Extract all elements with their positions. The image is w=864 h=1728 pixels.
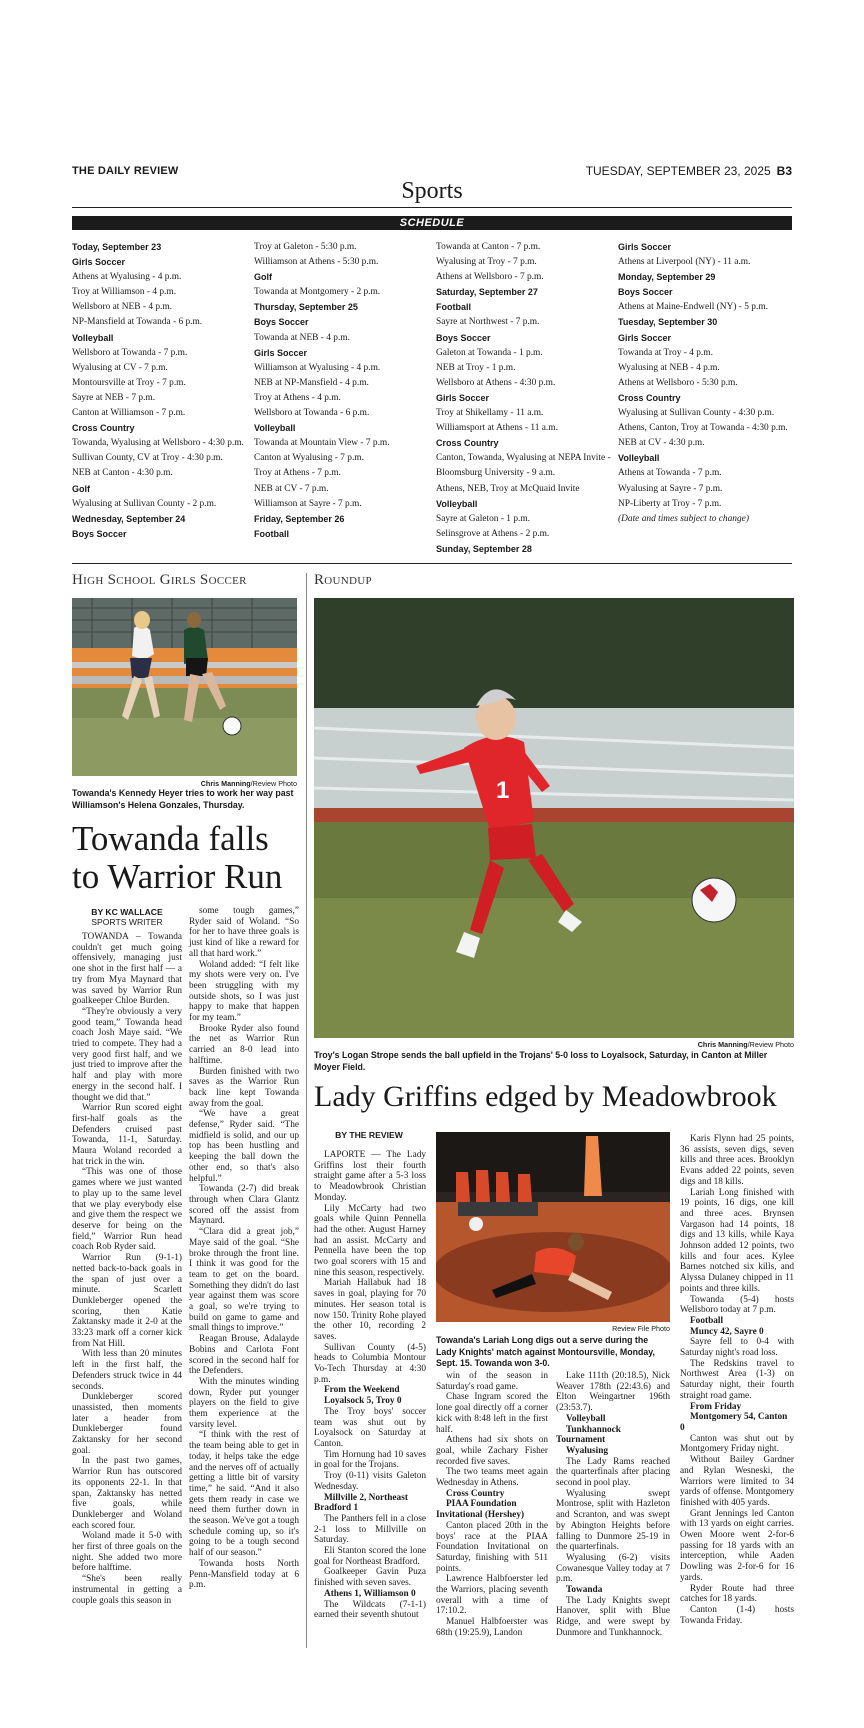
schedule-entry: Sayre at Northwest - 7 p.m. xyxy=(436,317,540,328)
jersey-number: 1 xyxy=(496,777,510,804)
schedule-entry: NEB at CV - 4:30 p.m. xyxy=(618,438,705,449)
paragraph: Burden finished with two saves as the Warrior Run back line kept Towanda away from the goal. xyxy=(189,1066,299,1109)
schedule-entry: Towanda at Canton - 7 p.m. xyxy=(436,242,541,252)
paragraph: Athens 1, Williamson 0 xyxy=(324,1588,416,1599)
headline: Towanda falls to Warrior Run xyxy=(72,819,283,896)
schedule-entry: Troy at Athens - 4 p.m. xyxy=(254,392,341,403)
schedule-column xyxy=(618,240,794,527)
date-line xyxy=(586,164,792,178)
main-photo xyxy=(314,598,794,1038)
paragraph: Towanda (5-4) hosts Wellsboro today at 7 p.m. xyxy=(680,1294,794,1316)
paragraph: Canton placed 20th in the boys' race at the PIAA Foundation Invitational on Saturday, finishing with 511 points. xyxy=(436,1520,548,1574)
schedule-entry: Athens at Towanda - 7 p.m. xyxy=(618,468,722,479)
paragraph: With less than 20 minutes left in the first half, the Defenders struck twice in 44 seconds. xyxy=(72,1349,182,1392)
paragraph: Lily McCarty had two goals while Quinn Pennella had the other. August Harney had an assist. McCarty and Pennella have been the top two goal scorers with 15 and nine this season, respectively. xyxy=(314,1203,426,1278)
schedule-heading: Golf xyxy=(254,272,272,283)
paragraph: Dunkleberger scored unassisted, then moments later a header from Dunkleberger found Zaktansky for her second goal. xyxy=(72,1392,182,1456)
photographer-name: Chris Manning xyxy=(200,779,251,788)
paragraph: Football xyxy=(690,1315,724,1326)
schedule-column xyxy=(436,240,614,557)
schedule-entry: NEB at NP-Mansfield - 4 p.m. xyxy=(254,377,369,388)
article-column xyxy=(189,906,299,1591)
schedule-heading: Volleyball xyxy=(72,332,114,343)
paragraph: Brooke Ryder also found the net as Warrior Run carried an 8-0 lead into halftime. xyxy=(189,1023,299,1066)
schedule-entry: Athens, NEB, Troy at McQuaid Invite xyxy=(436,483,580,494)
paragraph: “I think with the rest of the team being able to get in today, it helps take the edge and the nerves off of actually getting a little bit of varsity time,” he said. “And it also gets them ready in case we need them further down in the season. We've got a tough schedule coming up, so it's going to be a tough second half of our season.” xyxy=(189,1430,299,1559)
schedule-entry: Wyalusing at Sullivan County - 4:30 p.m. xyxy=(618,408,775,419)
schedule-heading: Today, September 23 xyxy=(72,242,162,252)
paragraph: PIAA Foundation Invitational (Hershey) xyxy=(436,1499,525,1521)
schedule-heading: Thursday, September 25 xyxy=(254,302,358,313)
schedule-entry: NEB at Troy - 1 p.m. xyxy=(436,362,516,373)
schedule-heading: Football xyxy=(254,528,289,539)
paragraph: Warrior Run scored eight first-half goals as the Defenders cruised past Towanda, 11-1, Saturday. Maura Woland recorded a hat trick in the win. xyxy=(72,1103,182,1167)
section-kicker: High School Girls Soccer xyxy=(72,572,247,588)
schedule-entry: NEB at Canton - 4:30 p.m. xyxy=(72,468,173,479)
schedule-entry: Wyalusing at Sullivan County - 2 p.m. xyxy=(72,498,217,509)
divider xyxy=(72,207,792,208)
paragraph: some tough games,” Ryder said of Woland. “So for her to have three goals is just kind of like a reward for all that hard work.” xyxy=(189,906,299,959)
schedule-entry: Towanda at Troy - 4 p.m. xyxy=(618,347,713,358)
paragraph: Athens had six shots on goal, while Zachary Fisher recorded five saves. xyxy=(436,1435,548,1467)
schedule-entry: Canton at Wyalusing - 7 p.m. xyxy=(254,453,364,464)
schedule-entry: Williamson at Wyalusing - 4 p.m. xyxy=(254,362,381,373)
paragraph: Sayre fell to 0-4 with Saturday night's road loss. xyxy=(680,1337,794,1359)
schedule-entry: Wyalusing at NEB - 4 p.m. xyxy=(618,362,720,373)
paragraph: Ryder Route had three catches for 18 yards. xyxy=(680,1583,794,1605)
soccer-photo xyxy=(72,598,297,776)
schedule-entry: Towanda at Mountain View - 7 p.m. xyxy=(254,438,390,449)
photo-caption: Troy's Logan Strope sends the ball upfield in the Trojans' 5-0 loss to Loyalsock, Saturday, in Canton at Miller Moyer Field. xyxy=(314,1050,768,1072)
paragraph: Tunkhannock Tournament xyxy=(556,1424,621,1446)
schedule-entry: Wellsboro at Athens - 4:30 p.m. xyxy=(436,377,556,388)
section-kicker: Roundup xyxy=(314,572,372,588)
paragraph: Grant Jennings led Canton with 13 yards on eight carries. Owen Moore went 2-for-6 passing for 18 yards with an interception, while Aaden Dowling was 2-for-6 for 16 yards. xyxy=(680,1508,794,1583)
schedule-entry: Towanda at NEB - 4 p.m. xyxy=(254,332,350,343)
paragraph: Karis Flynn had 25 points, 36 assists, seven digs, seven kills and three aces. Brooklyn Evans added 22 points, seven digs and 18 kills. xyxy=(680,1134,794,1187)
headline: Lady Griffins edged by Meadowbrook xyxy=(314,1080,777,1113)
column-divider xyxy=(306,573,307,1648)
paragraph: Loyalsock 5, Troy 0 xyxy=(324,1396,402,1407)
article-column xyxy=(72,932,182,1606)
paragraph: Montgomery 54, Canton 0 xyxy=(680,1412,788,1433)
paragraph: Towanda (2-7) did break through when Clara Glantz scored off the assist from Maynard. xyxy=(189,1184,299,1227)
schedule-entry: Athens at Wellsboro - 7 p.m. xyxy=(436,272,544,283)
paragraph: Sullivan County (4-5) heads to Columbia Montour Vo-Tech Thursday at 4:30 p.m. xyxy=(314,1342,426,1385)
photo-source: /Review Photo xyxy=(747,1040,794,1049)
schedule-entry: NEB at CV - 7 p.m. xyxy=(254,483,329,494)
paragraph: Wyalusing swept Montrose, split with Hazleton and Scranton, and was swept by Abington Heights before falling to Dunmore 25-19 in the quarterfinals. xyxy=(556,1488,670,1553)
paragraph: With the minutes winding down, Ryder put younger players on the field to give them experience at the varsity level. xyxy=(189,1376,299,1430)
schedule-heading: Cross Country xyxy=(436,438,499,449)
photo-caption: Towanda's Kennedy Heyer tries to work her way past Williamson's Helena Gonzales, Thursday. xyxy=(72,788,294,810)
schedule-heading: Cross Country xyxy=(618,392,681,403)
paragraph: TOWANDA – Towanda couldn't get much going offensively, managing just one shot in the first half — a try from Mya Maynard that was saved by Warrior Run goalkeeper Chloe Burden. xyxy=(72,932,182,1007)
paragraph: Manuel Halbfoerster was 68th (19:25.9), Landon xyxy=(436,1617,548,1638)
schedule-heading: Monday, September 29 xyxy=(618,272,716,283)
schedule-entry: Athens at Wyalusing - 4 p.m. xyxy=(72,272,182,283)
schedule-entry: Towanda, Wyalusing at Wellsboro - 4:30 p.m. xyxy=(72,438,244,449)
paragraph: Canton was shut out by Montgomery Friday night. xyxy=(680,1433,794,1455)
paragraph: The Redskins travel to Northwest Area (1-3) on Saturday night, their fourth straight road game. xyxy=(680,1358,794,1401)
schedule-heading: Tuesday, September 30 xyxy=(618,317,718,328)
schedule-entry: Athens, Canton, Troy at Towanda - 4:30 p.m. xyxy=(618,423,788,434)
schedule-entry: Troy at Galeton - 5:30 p.m. xyxy=(254,242,357,252)
schedule-entry: Canton, Towanda, Wyalusing at NEPA Invite - Bloomsburg University - 9 a.m. xyxy=(436,453,611,479)
schedule-entry: Troy at Shikellamy - 11 a.m. xyxy=(436,408,544,419)
schedule-heading: Cross Country xyxy=(72,423,135,434)
paragraph: The Lady Rams reached the quarterfinals after placing second in pool play. xyxy=(556,1456,670,1489)
schedule-entry: Towanda at Montgomery - 2 p.m. xyxy=(254,287,381,298)
schedule-entry: Williamsport at Athens - 11 a.m. xyxy=(436,423,558,434)
paragraph: Warrior Run (9-1-1) netted back-to-back goals in the span of just over a minute. Scarlett Dunkleberger opened the scoring, then Katie Zaktansky made it 2-0 at the 33:23 mark off a corner kick from Nat Hill. xyxy=(72,1253,182,1349)
paragraph: “Clara did a great job,” Maye said of the goal. “She broke through the front line. I think it was good for the team to get on the board. Something they didn't do last year against them was score a goal, so we're trying to build on game to game and small things to improve.” xyxy=(189,1227,299,1334)
schedule-entry: Sayre at Galeton - 1 p.m. xyxy=(436,513,530,524)
photographer-name: Chris Manning xyxy=(697,1040,748,1049)
schedule-heading: Friday, September 26 xyxy=(254,513,345,524)
schedule-entry: Williamson at Athens - 5:30 p.m. xyxy=(254,257,379,268)
volleyball-photo xyxy=(436,1132,670,1322)
schedule-entry: Wellsboro at Towanda - 6 p.m. xyxy=(254,408,370,419)
paragraph: Without Bailey Gardner and Rylan Wesneski, the Warriors were limited to 34 yards of offense. Montgomery finished with 405 yards. xyxy=(680,1455,794,1508)
schedule-heading: Boys Soccer xyxy=(254,317,309,328)
article-column xyxy=(556,1371,670,1639)
paragraph: Wyalusing (6-2) visits Cowanesque Valley today at 7 p.m. xyxy=(556,1552,670,1585)
schedule-entry: Canton at Williamson - 7 p.m. xyxy=(72,408,186,419)
paragraph: Volleyball xyxy=(566,1413,606,1424)
schedule-entry: Wellsboro at NEB - 4 p.m. xyxy=(72,302,173,313)
paragraph: Millville 2, Northeast Bradford 1 xyxy=(314,1492,408,1514)
schedule-heading: Volleyball xyxy=(618,453,660,464)
schedule-heading: Football xyxy=(436,302,471,313)
paragraph: “This was one of those games where we just wanted to play up to the same level that we play everybody else and give them the respect we deserve for being on the field,” Warrior Run head coach Rob Ryder said. xyxy=(72,1167,182,1253)
schedule-heading: Saturday, September 27 xyxy=(436,287,538,298)
schedule-heading: Boys Soccer xyxy=(72,528,127,539)
paragraph: win of the season in Saturday's road game. xyxy=(436,1371,548,1392)
schedule-heading: Boys Soccer xyxy=(436,332,491,343)
paragraph: Goalkeeper Gavin Puza finished with seven saves. xyxy=(314,1567,426,1589)
paragraph: The Lady Knights swept Hanover, split with Blue Ridge, and were swept by Dunmore and Tunkhannock. xyxy=(556,1595,670,1638)
paragraph: Canton (1-4) hosts Towanda Friday. xyxy=(680,1604,794,1626)
divider xyxy=(72,563,792,564)
paper-name: THE DAILY REVIEW xyxy=(72,165,179,177)
paragraph: Mariah Hallabuk had 18 saves in goal, playing for 70 minutes. Her season total is now 150. Trinity Rohe played the other 10, recording 2 saves. xyxy=(314,1278,426,1342)
paragraph: Lake 111th (20:18.5), Nick Weaver 178th (22:43.6) and Elton Weingartner 196th (23:53.7). xyxy=(556,1371,670,1414)
schedule-entry: Athens at Maine-Endwell (NY) - 5 p.m. xyxy=(618,302,768,313)
paragraph: Woland added: “I felt like my shots were very on. I've been struggling with my outside shots, so I was just happy to make that happen for my team.” xyxy=(189,959,299,1024)
paragraph: Towanda hosts North Penn-Mansfield today at 6 p.m. xyxy=(189,1558,299,1591)
paragraph: The two teams meet again Wednesday in Athens. xyxy=(436,1467,548,1489)
paragraph: From Friday xyxy=(690,1401,742,1412)
page-number: B3 xyxy=(776,164,792,178)
schedule-entry: Wyalusing at Sayre - 7 p.m. xyxy=(618,483,723,494)
paragraph: Lawrence Halbfoerster led the Warriors, placing seventh overall with a time of 17:10.2. xyxy=(436,1574,548,1617)
byline: BY THE REVIEW xyxy=(335,1130,403,1140)
schedule-entry: Athens at Wellsboro - 5:30 p.m. xyxy=(618,377,738,388)
schedule-entry: Williamson at Sayre - 7 p.m. xyxy=(254,498,362,509)
paragraph: Cross Country xyxy=(446,1488,505,1499)
paragraph: Woland made it 5-0 with her first of three goals on the night. She added two more before halftime. xyxy=(72,1531,182,1574)
article-column xyxy=(314,1150,426,1621)
schedule-column xyxy=(254,240,432,542)
schedule-entry: Galeton at Towanda - 1 p.m. xyxy=(436,347,543,358)
schedule-entry: Troy at Athens - 7 p.m. xyxy=(254,468,341,479)
schedule-entry: Athens at Liverpool (NY) - 11 a.m. xyxy=(618,257,751,268)
photo-credit xyxy=(72,779,297,788)
paragraph: LAPORTE — The Lady Griffins lost their fourth straight game after a 5-3 loss to Meadowbrook Christian Monday. xyxy=(314,1150,426,1203)
paragraph: Wyalusing xyxy=(566,1445,609,1456)
schedule-heading: Golf xyxy=(72,483,90,494)
paragraph: “She's been really instrumental in getting a couple goals this season in xyxy=(72,1574,182,1606)
paragraph: “They're obviously a very good team,” Towanda head coach Josh Maye said. “We tried to compete. They had a very good first half, and we just tried to improve after the half and play with more energy in the second half. I thought we did that.” xyxy=(72,1006,182,1103)
paragraph: Towanda xyxy=(566,1585,603,1596)
paragraph: Muncy 42, Sayre 0 xyxy=(690,1326,764,1337)
schedule-heading: Boys Soccer xyxy=(618,287,673,298)
section-title: Sports xyxy=(401,178,463,204)
photo-credit: Review File Photo xyxy=(612,1324,670,1333)
schedule-heading: Wednesday, September 24 xyxy=(72,513,186,524)
schedule-heading: Girls Soccer xyxy=(254,347,308,358)
paragraph: In the past two games, Warrior Run has outscored its opponents 22-1. In that span, Zaktansky has netted five goals, while Dunkleberger and Woland each scored four. xyxy=(72,1456,182,1531)
schedule-banner: SCHEDULE xyxy=(72,216,792,230)
schedule-heading: Girls Soccer xyxy=(436,392,490,403)
paragraph: “We have a great defense,” Ryder said. “The midfield is solid, and our up top has been hustling and keeping the ball down the other end, so that's also helpful.” xyxy=(189,1109,299,1184)
schedule-heading: Volleyball xyxy=(436,498,478,509)
schedule-heading: Girls Soccer xyxy=(618,242,672,252)
photo-credit xyxy=(314,1040,794,1049)
paragraph: Reagan Brouse, Adalayde Bobins and Carlota Font scored in the second half for the Defenders. xyxy=(189,1334,299,1377)
paragraph: The Troy boys' soccer team was shut out by Loyalsock on Saturday at Canton. xyxy=(314,1406,426,1449)
schedule-entry: Sayre at NEB - 7 p.m. xyxy=(72,392,156,403)
photo-caption: Towanda's Lariah Long digs out a serve during the Lady Knights' match against Montoursville, Monday, Sept. 15. Towanda won 3-0. xyxy=(436,1335,655,1368)
schedule-entry: NP-Mansfield at Towanda - 6 p.m. xyxy=(72,317,203,328)
paragraph: Chase Ingram scored the lone goal directly off a corner kick with 8:48 left in the first half. xyxy=(436,1392,548,1435)
schedule-heading: Girls Soccer xyxy=(618,332,672,343)
schedule-entry: (Date and times subject to change) xyxy=(618,513,749,524)
paragraph: Eli Stanton scored the lone goal for Northeast Bradford. xyxy=(314,1546,426,1567)
schedule-heading: Girls Soccer xyxy=(72,257,126,268)
article-column xyxy=(436,1371,548,1639)
schedule-entry: Montoursville at Troy - 7 p.m. xyxy=(72,377,186,388)
schedule-entry: NP-Liberty at Troy - 7 p.m. xyxy=(618,498,722,509)
photo-source: /Review Photo xyxy=(250,779,297,788)
paragraph: From the Weekend xyxy=(324,1385,400,1396)
schedule-heading: Volleyball xyxy=(254,423,296,434)
paragraph: Tim Hornung had 10 saves in goal for the Trojans. xyxy=(314,1449,426,1471)
schedule-column xyxy=(72,240,250,542)
schedule-entry: Wyalusing at Troy - 7 p.m. xyxy=(436,257,537,268)
paragraph: The Wildcats (7-1-1) earned their seventh shutout xyxy=(314,1599,426,1621)
author: BY KC WALLACE xyxy=(91,907,163,917)
issue-date: TUESDAY, SEPTEMBER 23, 2025 xyxy=(585,164,771,178)
schedule-entry: Wellsboro at Towanda - 7 p.m. xyxy=(72,347,188,358)
schedule-entry: Selinsgrove at Athens - 2 p.m. xyxy=(436,528,550,539)
schedule-heading: Sunday, September 28 xyxy=(436,543,532,554)
author-role: SPORTS WRITER xyxy=(91,917,163,927)
article-column xyxy=(680,1134,794,1626)
paragraph: Lariah Long finished with 19 points, 16 digs, one kill and three aces. Brynsen Vargason had 14 points, 18 digs and 13 kills, while Kaya Johnson added 12 points, two kills and four aces. Kylee Barnes notched six kills, and Alyssa Dulaney chipped in 11 points and three kills. xyxy=(680,1187,794,1294)
schedule-entry: Troy at Williamson - 4 p.m. xyxy=(72,287,177,298)
paragraph: Troy (0-11) visits Galeton Wednesday. xyxy=(314,1471,426,1492)
schedule-entry: Wyalusing at CV - 7 p.m. xyxy=(72,362,168,373)
byline xyxy=(72,907,182,927)
paragraph: The Panthers fell in a close 2-1 loss to Millville on Saturday. xyxy=(314,1513,426,1546)
schedule-entry: Sullivan County, CV at Troy - 4:30 p.m. xyxy=(72,453,223,464)
